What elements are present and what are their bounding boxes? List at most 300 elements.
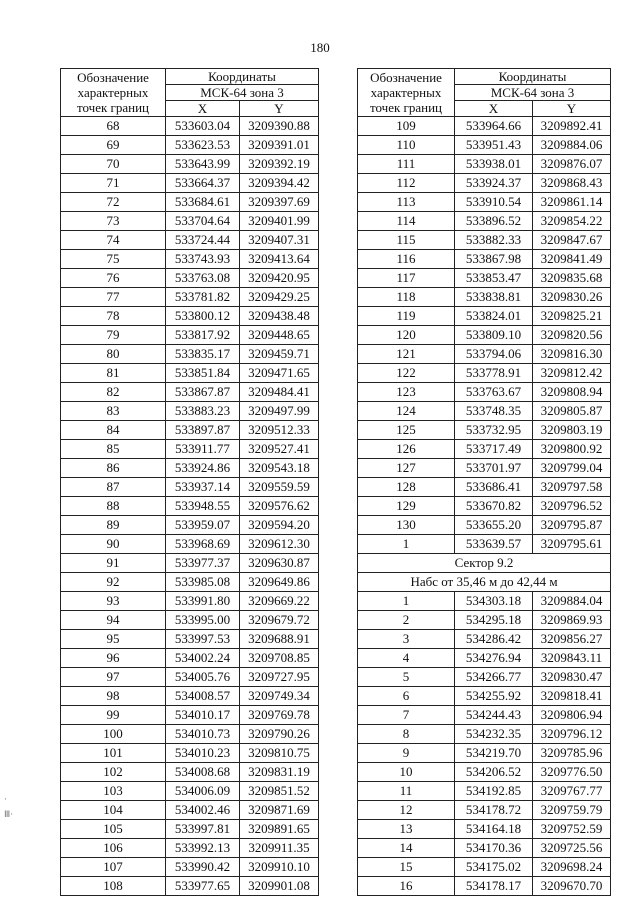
x-value: 533977.37 [166,554,240,573]
table-row [61,402,319,421]
table-row [61,535,319,554]
y-value: 3209803.19 [533,421,611,440]
x-value: 533794.06 [455,345,533,364]
table-row [61,136,319,155]
point-number: 101 [61,744,166,763]
table-row [61,383,319,402]
point-number: 128 [358,478,455,497]
y-value: 3209576.62 [240,497,319,516]
point-number: 13 [358,820,455,839]
x-value: 533997.81 [166,820,240,839]
x-value: 533717.49 [455,440,533,459]
table-row [61,801,319,820]
table-row [61,231,319,250]
y-value: 3209543.18 [240,459,319,478]
table-row [61,706,319,725]
x-value: 534244.43 [455,706,533,725]
y-value: 3209910.10 [240,858,319,877]
point-label-header [358,69,455,117]
table-row [358,136,611,155]
x-value: 534178.17 [455,877,533,896]
table-row [358,725,611,744]
point-number: 91 [61,554,166,573]
y-value: 3209759.79 [533,801,611,820]
y-value: 3209799.04 [533,459,611,478]
y-value: 3209812.42 [533,364,611,383]
point-number: 112 [358,174,455,193]
table-row [358,535,611,554]
table-row [358,326,611,345]
table-row [61,782,319,801]
x-value: 533995.00 [166,611,240,630]
point-number: 87 [61,478,166,497]
point-number: 89 [61,516,166,535]
point-number: 82 [61,383,166,402]
coords-header: Координаты [166,69,319,85]
point-number: 94 [61,611,166,630]
x-value: 533867.98 [455,250,533,269]
x-value: 534010.73 [166,725,240,744]
x-value: 533686.41 [455,478,533,497]
y-value: 3209796.12 [533,725,611,744]
y-value: 3209752.59 [533,820,611,839]
point-number: 111 [358,155,455,174]
point-number: 120 [358,326,455,345]
point-number: 96 [61,649,166,668]
y-value: 3209401.99 [240,212,319,231]
x-value: 534255.92 [455,687,533,706]
point-number: 108 [61,877,166,896]
x-value: 534295.18 [455,611,533,630]
table-row [61,687,319,706]
point-number: 119 [358,307,455,326]
point-number: 88 [61,497,166,516]
coordinates-table-left [60,68,319,896]
table-row [61,516,319,535]
x-header: X [455,101,533,117]
y-value: 3209891.65 [240,820,319,839]
point-number: 77 [61,288,166,307]
y-value: 3209767.77 [533,782,611,801]
x-value: 534164.18 [455,820,533,839]
table-row [358,288,611,307]
coords-header: Координаты [455,69,611,85]
x-value: 533883.23 [166,402,240,421]
table-row [61,193,319,212]
point-number: 113 [358,193,455,212]
point-number: 2 [358,611,455,630]
y-value: 3209861.14 [533,193,611,212]
table-row [61,763,319,782]
y-header: Y [240,101,319,117]
y-value: 3209901.08 [240,877,319,896]
table-row [61,820,319,839]
x-value: 533959.07 [166,516,240,535]
x-value: 534276.94 [455,649,533,668]
table-row [358,858,611,877]
x-value: 533732.95 [455,421,533,440]
x-value: 533704.64 [166,212,240,231]
y-value: 3209497.99 [240,402,319,421]
table-row [61,611,319,630]
y-value: 3209831.19 [240,763,319,782]
table-row [358,117,611,136]
left-table-body [61,117,319,896]
point-number: 69 [61,136,166,155]
y-value: 3209776.50 [533,763,611,782]
x-value: 533990.42 [166,858,240,877]
x-value: 534010.23 [166,744,240,763]
y-value: 3209471.65 [240,364,319,383]
coords-system-header: МСК-64 зона 3 [166,85,319,101]
x-value: 533623.53 [166,136,240,155]
point-number: 5 [358,668,455,687]
x-value: 533835.17 [166,345,240,364]
y-header: Y [533,101,611,117]
point-number: 107 [61,858,166,877]
x-value: 533817.92 [166,326,240,345]
table-row [61,478,319,497]
y-value: 3209392.19 [240,155,319,174]
y-value: 3209630.87 [240,554,319,573]
y-value: 3209397.69 [240,193,319,212]
point-number: 100 [61,725,166,744]
point-number: 110 [358,136,455,155]
x-value: 533778.91 [455,364,533,383]
x-value: 534286.42 [455,630,533,649]
table-row [358,155,611,174]
table-row [358,801,611,820]
y-value: 3209727.95 [240,668,319,687]
sector-subtitle: Набс от 35,46 м до 42,44 м [358,573,611,592]
point-number: 98 [61,687,166,706]
x-value: 533867.87 [166,383,240,402]
x-value: 533924.86 [166,459,240,478]
y-value: 3209559.59 [240,478,319,497]
point-number: 109 [358,117,455,136]
y-value: 3209698.24 [533,858,611,877]
point-number: 106 [61,839,166,858]
x-value: 533763.08 [166,269,240,288]
table-row [61,573,319,592]
y-value: 3209594.20 [240,516,319,535]
x-value: 533853.47 [455,269,533,288]
point-number: 127 [358,459,455,478]
table-row [358,383,611,402]
table-row [358,212,611,231]
point-number: 84 [61,421,166,440]
table-row [358,820,611,839]
point-number: 90 [61,535,166,554]
label-line-2: характерных [77,85,149,100]
x-value: 533603.04 [166,117,240,136]
point-number: 85 [61,440,166,459]
point-number: 126 [358,440,455,459]
y-value: 3209806.94 [533,706,611,725]
x-value: 533701.97 [455,459,533,478]
table-row [358,402,611,421]
x-value: 533781.82 [166,288,240,307]
x-value: 533670.82 [455,497,533,516]
point-number: 114 [358,212,455,231]
y-value: 3209884.06 [533,136,611,155]
x-value: 534232.35 [455,725,533,744]
table-row [358,231,611,250]
x-value: 534006.09 [166,782,240,801]
y-value: 3209670.70 [533,877,611,896]
point-number: 97 [61,668,166,687]
y-value: 3209911.35 [240,839,319,858]
table-row [358,763,611,782]
y-value: 3209394.42 [240,174,319,193]
coordinates-table-right [357,68,611,896]
y-value: 3209438.48 [240,307,319,326]
point-number: 9 [358,744,455,763]
x-value: 533964.66 [455,117,533,136]
x-value: 533937.14 [166,478,240,497]
point-number: 115 [358,231,455,250]
x-value: 533743.93 [166,250,240,269]
point-number: 86 [61,459,166,478]
point-number: 104 [61,801,166,820]
y-value: 3209527.41 [240,440,319,459]
point-number: 124 [358,402,455,421]
point-number: 15 [358,858,455,877]
table-row [61,212,319,231]
x-value: 533763.67 [455,383,533,402]
table-row [61,858,319,877]
right-table-body-a [358,117,611,554]
table-row [61,288,319,307]
table-row [358,611,611,630]
table-row [358,459,611,478]
y-value: 3209484.41 [240,383,319,402]
y-value: 3209820.56 [533,326,611,345]
point-number: 99 [61,706,166,725]
point-number: 83 [61,402,166,421]
table-row [358,706,611,725]
table-row [61,440,319,459]
x-header: X [166,101,240,117]
table-row [358,630,611,649]
y-value: 3209841.49 [533,250,611,269]
table-row [358,250,611,269]
x-value: 533911.77 [166,440,240,459]
point-number: 79 [61,326,166,345]
label-line-1: Обозначение [370,70,442,85]
table-row [61,668,319,687]
table-row [61,117,319,136]
x-value: 534206.52 [455,763,533,782]
point-number: 6 [358,687,455,706]
table-row [61,250,319,269]
table-row [61,877,319,896]
y-value: 3209805.87 [533,402,611,421]
y-value: 3209869.93 [533,611,611,630]
point-number: 102 [61,763,166,782]
table-row [61,744,319,763]
point-number: 12 [358,801,455,820]
table-row [358,668,611,687]
table-row [358,687,611,706]
table-row [358,877,611,896]
y-value: 3209800.92 [533,440,611,459]
x-value: 534175.02 [455,858,533,877]
x-value: 533896.52 [455,212,533,231]
x-value: 533992.13 [166,839,240,858]
y-value: 3209407.31 [240,231,319,250]
point-number: 123 [358,383,455,402]
margin-mark: Ⅲ· [4,810,14,820]
point-label-header [61,69,166,117]
y-value: 3209795.87 [533,516,611,535]
table-row [358,744,611,763]
table-row [61,326,319,345]
table-row [61,421,319,440]
point-number: 118 [358,288,455,307]
y-value: 3209413.64 [240,250,319,269]
y-value: 3209810.75 [240,744,319,763]
x-value: 533977.65 [166,877,240,896]
x-value: 533655.20 [455,516,533,535]
point-number: 7 [358,706,455,725]
x-value: 533809.10 [455,326,533,345]
point-number: 121 [358,345,455,364]
x-value: 534192.85 [455,782,533,801]
y-value: 3209818.41 [533,687,611,706]
x-value: 533997.53 [166,630,240,649]
x-value: 534010.17 [166,706,240,725]
table-row [61,307,319,326]
label-line-3: точек границ [76,100,150,115]
table-row [358,193,611,212]
y-value: 3209688.91 [240,630,319,649]
table-row [358,782,611,801]
right-table-body-b [358,592,611,896]
point-number: 71 [61,174,166,193]
y-value: 3209830.47 [533,668,611,687]
x-value: 534219.70 [455,744,533,763]
x-value: 533748.35 [455,402,533,421]
x-value: 533968.69 [166,535,240,554]
y-value: 3209390.88 [240,117,319,136]
table-row [61,630,319,649]
y-value: 3209391.01 [240,136,319,155]
y-value: 3209871.69 [240,801,319,820]
x-value: 533991.80 [166,592,240,611]
point-number: 4 [358,649,455,668]
point-number: 11 [358,782,455,801]
table-row [61,345,319,364]
table-row [358,364,611,383]
table-row [61,839,319,858]
y-value: 3209816.30 [533,345,611,364]
x-value: 533838.81 [455,288,533,307]
x-value: 533643.99 [166,155,240,174]
table-row [61,155,319,174]
point-number: 16 [358,877,455,896]
point-number: 68 [61,117,166,136]
x-value: 534002.46 [166,801,240,820]
point-number: 1 [358,535,455,554]
page-number: 180 [310,40,330,55]
y-value: 3209797.58 [533,478,611,497]
x-value: 533851.84 [166,364,240,383]
y-value: 3209868.43 [533,174,611,193]
table-row [358,345,611,364]
point-number: 95 [61,630,166,649]
label-line-1: Обозначение [77,70,149,85]
y-value: 3209769.78 [240,706,319,725]
x-value: 533910.54 [455,193,533,212]
y-value: 3209649.86 [240,573,319,592]
point-number: 105 [61,820,166,839]
table-row [61,269,319,288]
point-number: 125 [358,421,455,440]
label-line-2: характерных [370,85,442,100]
x-value: 534005.76 [166,668,240,687]
table-row [61,649,319,668]
y-value: 3209808.94 [533,383,611,402]
point-number: 93 [61,592,166,611]
y-value: 3209876.07 [533,155,611,174]
x-value: 533938.01 [455,155,533,174]
y-value: 3209843.11 [533,649,611,668]
y-value: 3209796.52 [533,497,611,516]
point-number: 129 [358,497,455,516]
table-row [358,592,611,611]
y-value: 3209856.27 [533,630,611,649]
x-value: 533724.44 [166,231,240,250]
y-value: 3209749.34 [240,687,319,706]
y-value: 3209825.21 [533,307,611,326]
table-row [61,497,319,516]
point-number: 14 [358,839,455,858]
y-value: 3209785.96 [533,744,611,763]
y-value: 3209835.68 [533,269,611,288]
margin-mark: · [4,795,7,805]
table-row [358,174,611,193]
y-value: 3209429.25 [240,288,319,307]
table-row [358,307,611,326]
y-value: 3209847.67 [533,231,611,250]
table-row [61,174,319,193]
x-value: 533924.37 [455,174,533,193]
x-value: 534303.18 [455,592,533,611]
point-number: 80 [61,345,166,364]
y-value: 3209795.61 [533,535,611,554]
point-number: 1 [358,592,455,611]
table-row [61,592,319,611]
point-number: 72 [61,193,166,212]
table-row [61,554,319,573]
x-value: 533882.33 [455,231,533,250]
point-number: 3 [358,630,455,649]
point-number: 117 [358,269,455,288]
table-row [358,421,611,440]
y-value: 3209669.22 [240,592,319,611]
x-value: 533897.87 [166,421,240,440]
sector-title: Сектор 9.2 [358,554,611,573]
x-value: 533824.01 [455,307,533,326]
point-number: 76 [61,269,166,288]
x-value: 534266.77 [455,668,533,687]
point-number: 78 [61,307,166,326]
y-value: 3209725.56 [533,839,611,858]
y-value: 3209708.85 [240,649,319,668]
table-row [61,725,319,744]
table-row [358,516,611,535]
